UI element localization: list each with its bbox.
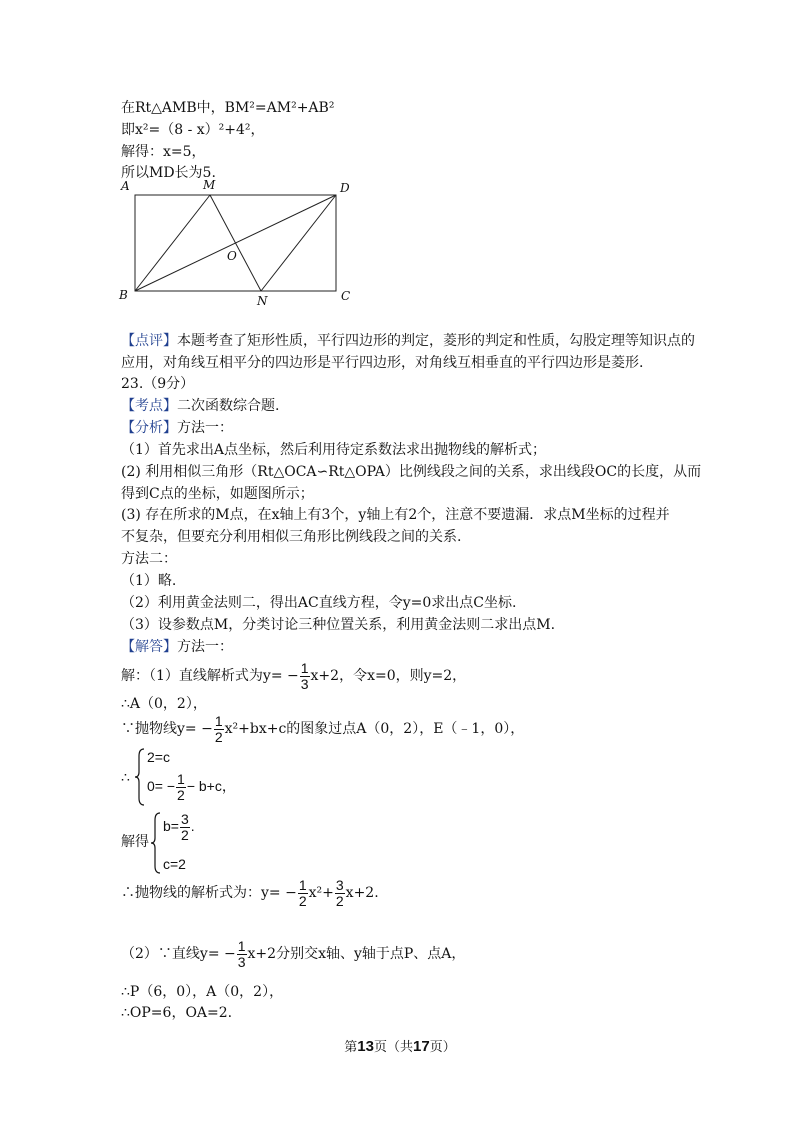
segment-nd [261, 195, 336, 291]
solution-line-1 [121, 659, 466, 693]
left-brace-icon [135, 748, 145, 806]
solve-label: 解得 [121, 834, 149, 850]
equation-system-1 [121, 748, 321, 808]
fraction-numerator: 1 [300, 659, 309, 676]
line-equation: 即x²=（8 - x）²+4²， [121, 122, 265, 138]
line-solve: 解得：x=5， [121, 144, 206, 160]
fraction-denominator: 2 [298, 892, 307, 909]
sys1-r2-pre: 0= − [147, 778, 176, 795]
dianping-line-1 [121, 331, 695, 351]
equation-system-2 [121, 812, 321, 878]
label-o: O [227, 249, 237, 263]
jieda-line [121, 637, 233, 657]
fraction-numerator: 1 [237, 937, 246, 954]
jieda-text: 方法一： [177, 639, 233, 655]
solution-line-6: ∴P（6，0），A（0，2）， [121, 984, 284, 1000]
solution-line-4 [121, 876, 379, 910]
solution-line-7: ∴OP=6，OA=2. [121, 1005, 233, 1021]
question-23: 23.（9分） [121, 376, 195, 392]
fraction-numerator: 3 [335, 876, 344, 893]
rectangle-figure [115, 178, 365, 308]
label-b: B [119, 288, 128, 302]
s4-mid: x²+ [308, 885, 334, 901]
s3-pre: ∵抛物线y= − [121, 721, 213, 737]
footer-pre: 第 [344, 1040, 358, 1055]
fraction-numerator: 1 [177, 771, 185, 787]
page-number: 13 [357, 1038, 374, 1055]
kaodian-line [121, 396, 279, 416]
footer-post: 页） [429, 1040, 456, 1055]
segment-md-side [210, 195, 261, 291]
fenxi-line [121, 418, 233, 438]
segment-bm [135, 195, 210, 291]
fraction-numerator: 1 [214, 712, 223, 729]
fraction [214, 714, 224, 745]
method-two-2: （2）利用黄金法则二，得出AC直线方程，令y=0求出点C坐标. [121, 595, 517, 611]
fraction-numerator: 3 [180, 811, 189, 827]
fraction-denominator: 3 [300, 675, 309, 692]
sys2-r1-pre: b= [163, 818, 179, 835]
system-1-row-1: 2=c [147, 749, 170, 765]
line-md-length: 所以MD长为5. [121, 165, 216, 181]
line-rt-amb: 在Rt△AMB中，BM²=AM²+AB² [121, 100, 335, 116]
dianping-line-2: 应用，对角线互相平分的四边形是平行四边形，对角线互相垂直的平行四边形是菱形. [121, 355, 644, 371]
kaodian-text: 二次函数综合题. [177, 398, 280, 414]
fraction-numerator: 1 [298, 876, 307, 893]
s4-pre: ∴抛物线的解析式为：y= − [121, 885, 297, 901]
label-m: M [203, 178, 216, 192]
page-total: 17 [413, 1038, 430, 1055]
s4-post: x+2. [345, 885, 379, 901]
analysis-2a: (2) 利用相似三角形（Rt△OCA∽Rt△OPA）比例线段之间的关系，求出线段OC的长度，从而 [121, 464, 702, 480]
footer-mid: 页（共 [373, 1040, 413, 1055]
fraction [335, 878, 345, 909]
fraction [237, 939, 247, 970]
s1-pre: 解：（1）直线解析式为y= − [121, 668, 299, 684]
analysis-3b: 不复杂，但要充分利用相似三角形比例线段之间的关系. [121, 529, 462, 545]
label-n: N [257, 294, 268, 308]
fraction [180, 812, 190, 843]
label-a: A [121, 179, 130, 193]
system-2-row-2: c=2 [163, 856, 186, 872]
method-two-3: （3）设参数点M，分类讨论三种位置关系，利用黄金法则二求出点M. [121, 617, 556, 633]
s5-pre: （2）∵直线y= − [121, 946, 236, 962]
label-d: D [340, 181, 350, 195]
method-two-1: （1）略. [121, 573, 177, 589]
s5-post: x+2分别交x轴、y轴于点P、点A， [247, 946, 466, 962]
solution-line-5 [121, 937, 465, 971]
sys2-r1-post: . [190, 818, 195, 835]
fraction-denominator: 2 [177, 787, 185, 803]
analysis-2b: 得到C点的坐标，如题图所示； [121, 486, 314, 502]
fenxi-text: 方法一： [177, 420, 233, 436]
system-2-row-1 [163, 812, 195, 843]
solution-line-3 [121, 712, 524, 746]
jieda-tag: 【解答】 [121, 639, 177, 655]
dianping-tag: 【点评】 [121, 333, 177, 349]
solution-line-2: ∴A（0，2）， [121, 696, 207, 712]
sys1-r2-post: − b+c [186, 778, 222, 795]
fraction-denominator: 2 [214, 728, 223, 745]
fraction-denominator: 2 [335, 892, 344, 909]
analysis-1: （1）首先求出A点坐标，然后利用待定系数法求出抛物线的解析式； [121, 442, 547, 458]
therefore-symbol: ∴ [121, 770, 130, 786]
fraction-denominator: 2 [180, 827, 189, 843]
analysis-3a: (3) 存在所求的M点，在x轴上有3个，y轴上有2个，注意不要遗漏．求点M坐标的过程并 [121, 507, 670, 523]
sys1-comma: ， [221, 778, 236, 795]
label-c: C [341, 289, 351, 303]
dianping-text-1: 本题考查了矩形性质，平行四边形的判定，菱形的判定和性质，勾股定理等知识点的 [177, 333, 695, 349]
fenxi-tag: 【分析】 [121, 420, 177, 436]
left-brace-icon [151, 812, 161, 874]
kaodian-tag: 【考点】 [121, 398, 177, 414]
system-1-row-2 [147, 772, 236, 803]
s3-post: x²+bx+c的图象过点A（0，2），E（﹣1，0）， [224, 721, 525, 737]
fraction [300, 661, 310, 692]
fraction [298, 878, 308, 909]
fraction-denominator: 3 [237, 953, 246, 970]
method-two: 方法二： [121, 551, 177, 567]
page-footer [0, 1036, 800, 1055]
fraction [176, 772, 186, 803]
s1-post: x+2，令x=0，则y=2， [310, 668, 467, 684]
